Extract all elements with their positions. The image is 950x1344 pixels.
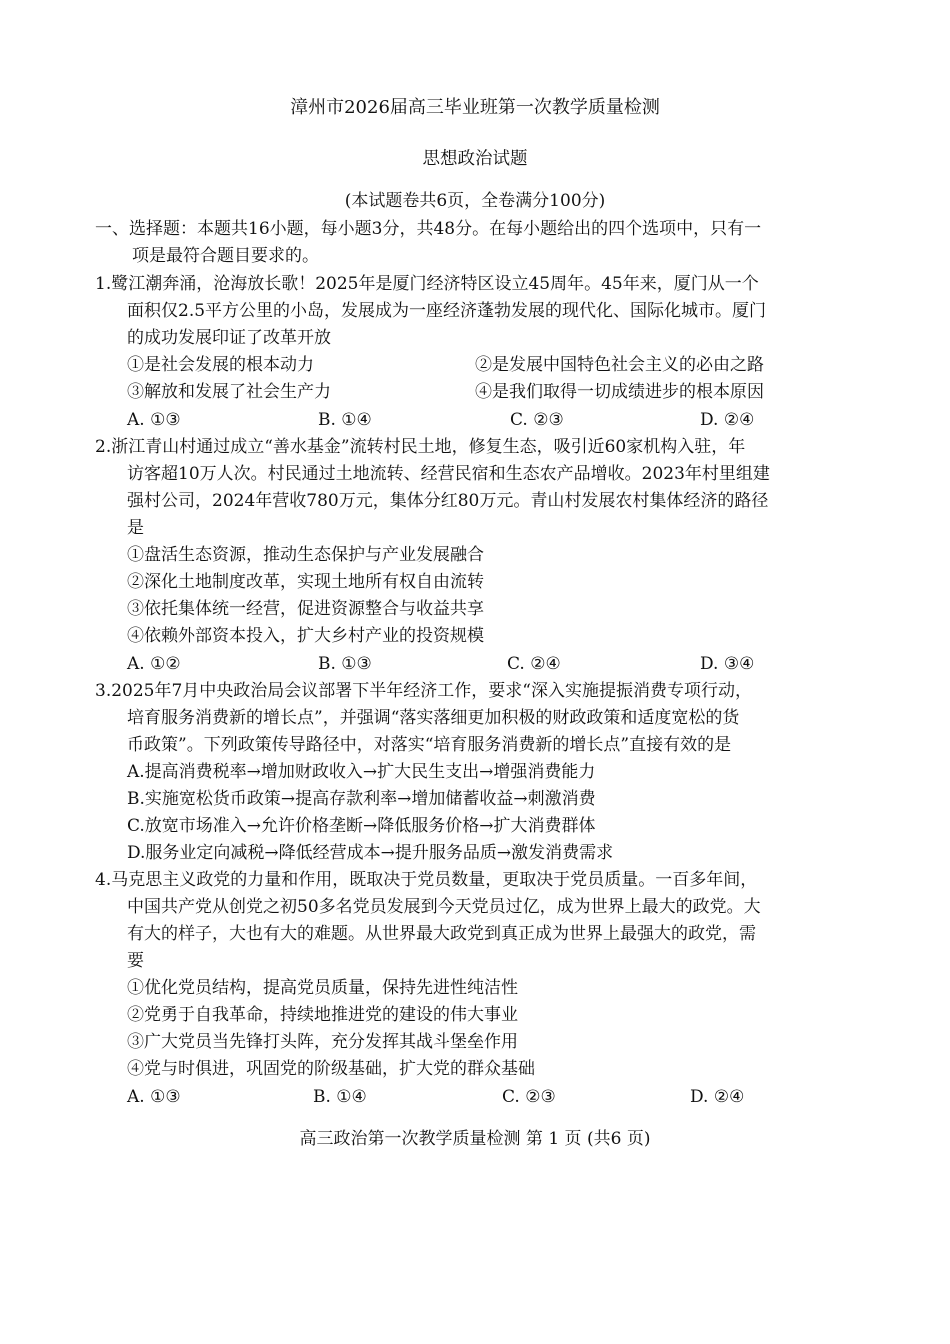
question-stem: 3.2025年7月中央政治局会议部署下半年经济工作，要求“深入实施提振消费专项行动， <box>95 681 752 701</box>
option-b[interactable]: B. ①④ <box>313 1087 367 1107</box>
statement-1: ①盘活生态资源，推动生态保护与产业发展融合 <box>127 545 484 565</box>
statement-1: ①是社会发展的根本动力 <box>127 355 314 375</box>
option-a[interactable]: A. ①② <box>127 654 181 674</box>
exam-title: 漳州市2026届高三毕业班第一次教学质量检测 <box>290 97 660 118</box>
statement-3: ③依托集体统一经营，促进资源整合与收益共享 <box>127 599 484 619</box>
question-stem: 面积仅2.5平方公里的小岛，发展成为一座经济蓬勃发展的现代化、国际化城市。厦门 <box>127 301 767 321</box>
option-c[interactable]: C. ②③ <box>510 410 564 430</box>
statement-4: ④依赖外部资本投入，扩大乡村产业的投资规模 <box>127 626 484 646</box>
choice-b[interactable]: B.实施宽松货币政策→提高存款利率→增加储蓄收益→刺激消费 <box>127 789 596 809</box>
question-stem: 是 <box>127 518 144 538</box>
question-stem: 的成功发展印证了改革开放 <box>127 328 331 348</box>
question-stem: 有大的样子，大也有大的难题。从世界最大政党到真正成为世界上最强大的政党，需 <box>127 924 756 944</box>
option-b[interactable]: B. ①④ <box>318 410 372 430</box>
statement-2: ②深化土地制度改革，实现土地所有权自由流转 <box>127 572 484 592</box>
question-stem: 4.马克思主义政党的力量和作用，既取决于党员数量，更取决于党员质量。一百多年间， <box>95 870 758 890</box>
choice-d[interactable]: D.服务业定向减税→降低经营成本→提升服务品质→激发消费需求 <box>127 843 614 863</box>
question-stem: 强村公司，2024年营收780万元，集体分红80万元。青山村发展农村集体经济的路径 <box>127 491 769 511</box>
question-stem: 访客超10万人次。村民通过土地流转、经营民宿和生态农产品增收。2023年村里组建 <box>127 464 770 484</box>
statement-2: ②是发展中国特色社会主义的必由之路 <box>475 355 764 375</box>
statement-1: ①优化党员结构，提高党员质量，保持先进性纯洁性 <box>127 978 518 998</box>
option-d[interactable]: D. ②④ <box>700 410 755 430</box>
exam-note: (本试题卷共6页，全卷满分100分) <box>344 191 606 211</box>
option-a[interactable]: A. ①③ <box>127 410 181 430</box>
choice-a[interactable]: A.提高消费税率→增加财政收入→扩大民生支出→增强消费能力 <box>127 762 596 782</box>
statement-4: ④是我们取得一切成绩进步的根本原因 <box>475 382 764 402</box>
subject-title: 思想政治试题 <box>422 149 528 169</box>
statement-3: ③广大党员当先锋打头阵，充分发挥其战斗堡垒作用 <box>127 1032 518 1052</box>
statement-4: ④党与时俱进，巩固党的阶级基础，扩大党的群众基础 <box>127 1059 535 1079</box>
question-stem: 2.浙江青山村通过成立“善水基金”流转村民土地，修复生态，吸引近60家机构入驻，年 <box>95 437 746 457</box>
statement-3: ③解放和发展了社会生产力 <box>127 382 331 402</box>
question-stem: 中国共产党从创党之初50多名党员发展到今天党员过亿，成为世界上最大的政党。大 <box>127 897 761 917</box>
option-a[interactable]: A. ①③ <box>127 1087 181 1107</box>
option-d[interactable]: D. ③④ <box>700 654 755 674</box>
statement-2: ②党勇于自我革命，持续地推进党的建设的伟大事业 <box>127 1005 518 1025</box>
option-b[interactable]: B. ①③ <box>318 654 372 674</box>
option-d[interactable]: D. ②④ <box>690 1087 745 1107</box>
question-stem: 要 <box>127 951 144 971</box>
page-footer: 高三政治第一次教学质量检测 第 1 页 (共6 页) <box>299 1129 651 1149</box>
question-stem: 1.鹭江潮奔涌，沧海放长歌！2025年是厦门经济特区设立45周年。45年来，厦门从一个 <box>95 274 759 294</box>
section-heading-cont: 项是最符合题目要求的。 <box>132 246 319 266</box>
question-stem: 币政策”。下列政策传导路径中，对落实“培育服务消费新的增长点”直接有效的是 <box>127 735 732 755</box>
choice-c[interactable]: C.放宽市场准入→允许价格垄断→降低服务价格→扩大消费群体 <box>127 816 596 836</box>
section-heading: 一、选择题：本题共16小题，每小题3分，共48分。在每小题给出的四个选项中，只有一 <box>95 219 762 239</box>
question-stem: 培育服务消费新的增长点”，并强调“落实落细更加积极的财政政策和适度宽松的货 <box>127 708 740 728</box>
option-c[interactable]: C. ②④ <box>507 654 561 674</box>
option-c[interactable]: C. ②③ <box>502 1087 556 1107</box>
